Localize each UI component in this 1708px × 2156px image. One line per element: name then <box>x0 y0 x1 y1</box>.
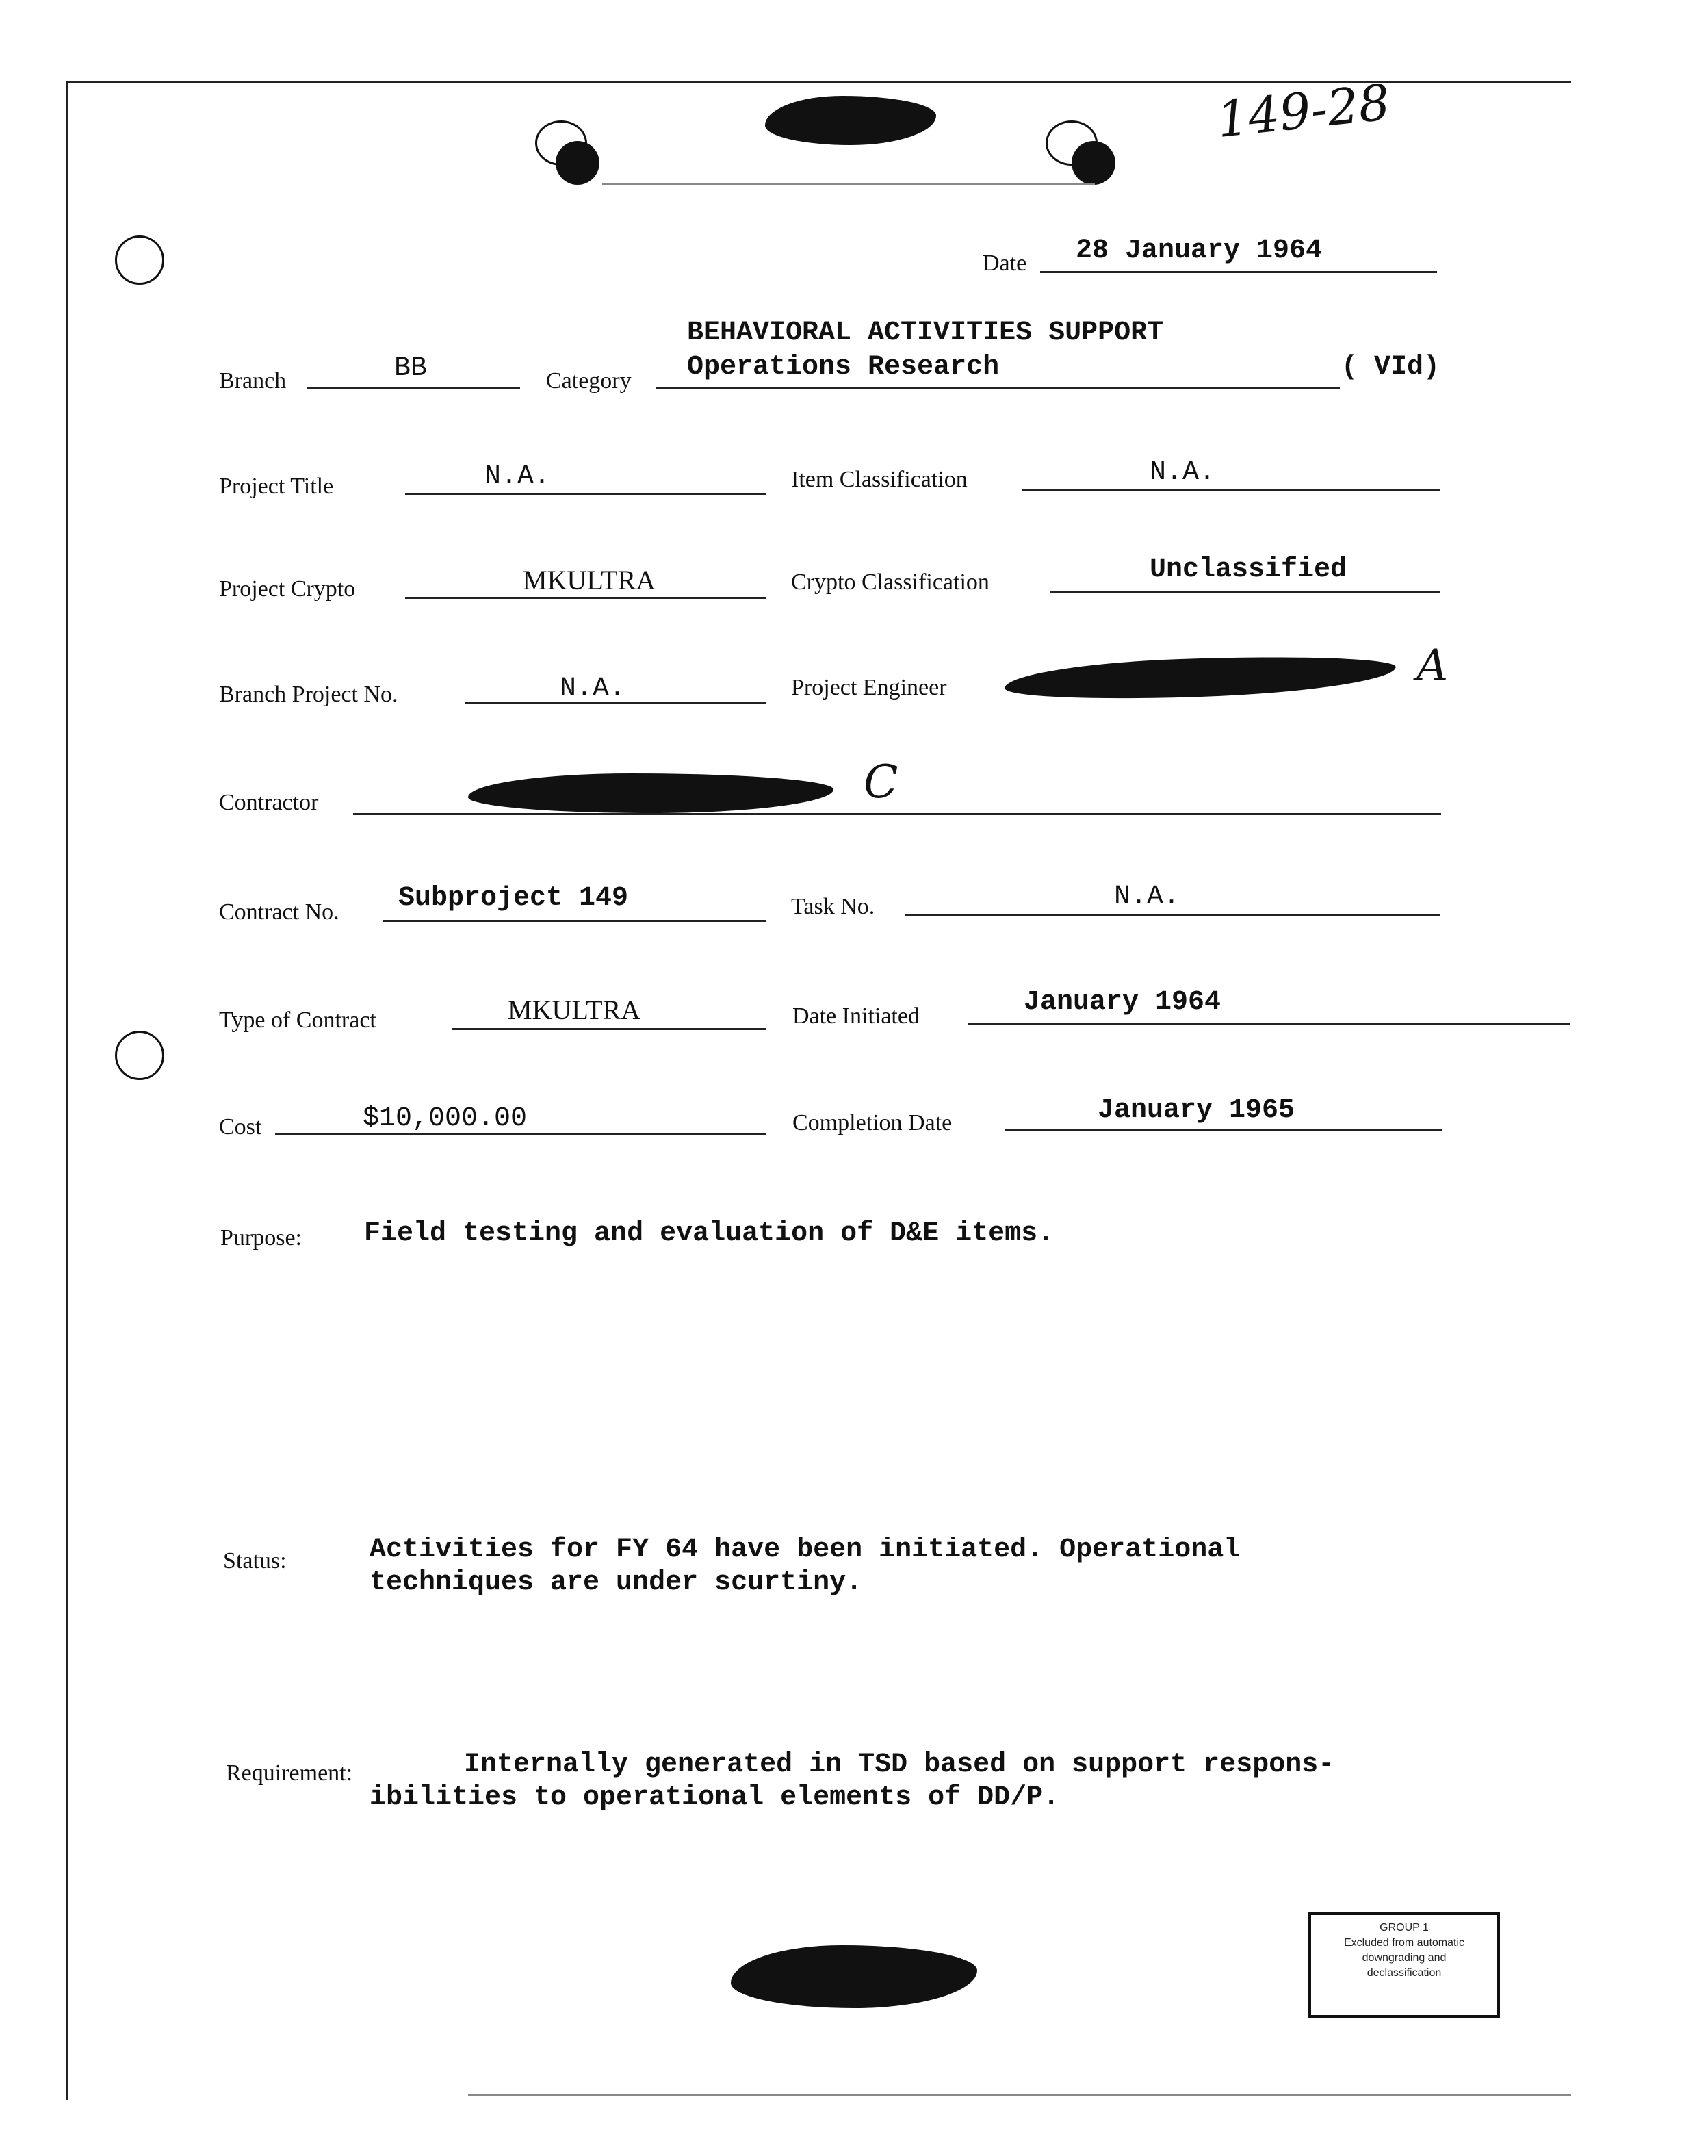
project-engineer-mark: A <box>1416 641 1449 691</box>
item-classification-underline <box>1022 489 1440 491</box>
contract-no-underline <box>383 920 766 922</box>
date-label: Date <box>983 251 1027 276</box>
group-heading: BEHAVIORAL ACTIVITIES SUPPORT <box>687 318 1164 348</box>
purpose-text: Field testing and evaluation of D&E items. <box>364 1218 1054 1249</box>
project-engineer-label: Project Engineer <box>791 675 947 700</box>
type-of-contract-value: MKULTRA <box>508 994 641 1025</box>
left-border-line <box>66 81 68 2100</box>
purpose-label: Purpose: <box>220 1225 302 1250</box>
branch-project-no-underline <box>465 702 766 704</box>
project-crypto-label: Project Crypto <box>219 576 356 602</box>
completion-date-label: Completion Date <box>792 1110 953 1135</box>
type-of-contract-label: Type of Contract <box>219 1008 376 1033</box>
cost-underline <box>275 1133 766 1135</box>
branch-label: Branch <box>219 368 287 394</box>
contract-no-label: Contract No. <box>219 899 339 925</box>
contractor-underline <box>353 813 1441 815</box>
task-no-value: N.A. <box>1114 882 1180 912</box>
handwritten-document-number: 149-28 <box>1214 73 1393 149</box>
date-initiated-label: Date Initiated <box>792 1003 920 1029</box>
fastener-right-ring <box>1046 120 1098 166</box>
contractor-mark: C <box>864 756 898 808</box>
category-underline <box>656 387 1340 389</box>
date-initiated-underline <box>968 1023 1570 1025</box>
project-title-label: Project Title <box>219 474 334 499</box>
cost-label: Cost <box>219 1114 262 1140</box>
project-title-underline <box>405 493 766 495</box>
task-no-label: Task No. <box>791 894 875 919</box>
redaction-project-engineer <box>1004 652 1397 704</box>
crypto-classification-value: Unclassified <box>1150 554 1347 585</box>
header-box-line <box>602 183 1095 185</box>
cost-value: $10,000.00 <box>363 1103 528 1134</box>
branch-underline <box>307 387 520 389</box>
stamp-line-1: GROUP 1 <box>1380 1922 1429 1934</box>
group-1-stamp <box>1308 1912 1500 2018</box>
status-line-1: Activities for FY 64 have been initiated. Operational <box>370 1535 1241 1565</box>
category-value: Operations Research <box>687 352 1000 383</box>
date-underline <box>1040 271 1437 273</box>
stamp-line-2: Excluded from automatic <box>1343 1937 1465 1949</box>
type-of-contract-underline <box>452 1028 766 1030</box>
project-crypto-underline <box>405 597 766 599</box>
requirement-line-2: ibilities to operational elements of DD/P. <box>370 1782 1060 1813</box>
fastener-left-ring <box>535 120 587 166</box>
completion-date-underline <box>1005 1129 1442 1131</box>
punch-hole-top <box>115 235 164 285</box>
redaction-top <box>765 96 936 145</box>
date-value: 28 January 1964 <box>1076 235 1323 266</box>
contract-no-value: Subproject 149 <box>398 883 629 914</box>
crypto-classification-underline <box>1050 591 1440 593</box>
redaction-bottom <box>731 1945 977 2008</box>
crypto-classification-label: Crypto Classification <box>791 569 989 595</box>
bottom-border-line <box>468 2094 1571 2096</box>
punch-hole-middle <box>115 1031 164 1080</box>
requirement-label: Requirement: <box>226 1760 353 1786</box>
contractor-label: Contractor <box>219 790 319 815</box>
requirement-line-1: Internally generated in TSD based on support respons- <box>464 1749 1335 1780</box>
stamp-line-3: downgrading and <box>1362 1952 1447 1964</box>
branch-value: BB <box>394 353 428 384</box>
branch-project-no-label: Branch Project No. <box>219 682 398 707</box>
redaction-contractor <box>468 773 833 813</box>
status-line-2: techniques are under scurtiny. <box>370 1567 863 1598</box>
branch-project-no-value: N.A. <box>560 673 626 704</box>
item-classification-label: Item Classification <box>791 467 968 492</box>
status-label: Status: <box>223 1548 287 1574</box>
stamp-line-4: declassification <box>1367 1967 1442 1979</box>
category-code: ( VId) <box>1341 352 1440 383</box>
task-no-underline <box>905 914 1440 916</box>
category-label: Category <box>546 368 632 394</box>
project-crypto-value: MKULTRA <box>523 565 656 595</box>
date-initiated-value: January 1964 <box>1024 987 1221 1018</box>
completion-date-value: January 1965 <box>1098 1095 1295 1126</box>
project-title-value: N.A. <box>484 461 551 492</box>
item-classification-value: N.A. <box>1150 457 1216 488</box>
